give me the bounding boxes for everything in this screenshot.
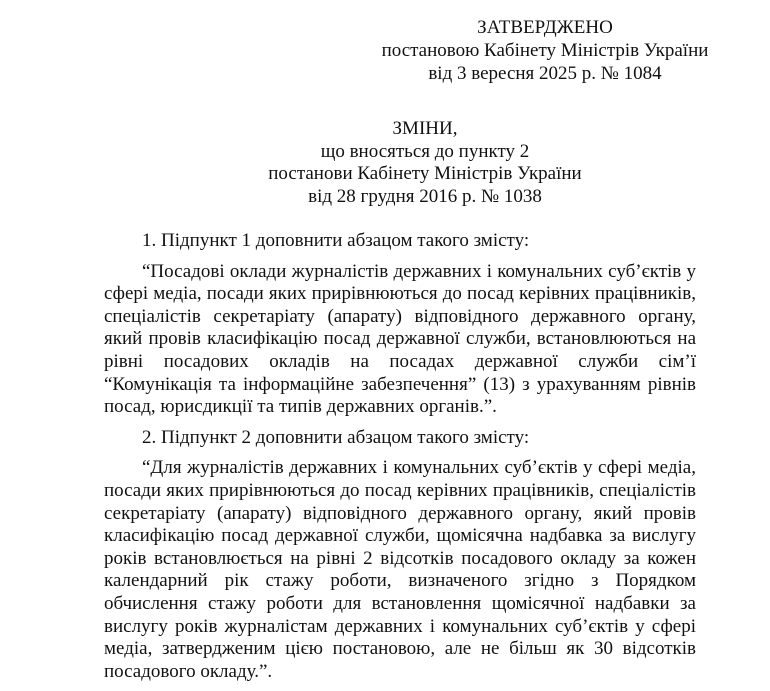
- document-body: [104, 230, 696, 691]
- item-2-text: “Для журналістів державних і комунальних суб’єктів у сфері медіа, посади яких прирівнюються до посад керівних працівників, спеціалістів секретаріату (апарату) відповідного державного органу, який провів класифікацію посад державної служби, щомісячна надбавка за вислугу років встановлюється на рівні 2 відсотків посадового окладу за кожен календарний рік стажу роботи, визначеного згідно з Порядком обчислення стажу роботи для встановлення щомісячної надбавки за вислугу років журналістам державних і комунальних суб’єктів у сфері медіа, затвердженим цією постановою, але не більш як 30 відсотків посадового окладу.”.: [104, 457, 696, 682]
- title-line-3: від 28 грудня 2016 р. № 1038: [308, 185, 542, 207]
- item-2-heading: 2. Підпункт 2 доповнити абзацом такого змісту:: [142, 426, 530, 448]
- title-line-2: постанови Кабінету Міністрів України: [268, 163, 582, 184]
- approval-line-2: від 3 вересня 2025 р. № 1084: [428, 63, 662, 84]
- item-1-heading: 1. Підпункт 1 доповнити абзацом такого змісту:: [142, 230, 530, 251]
- title-line-1: що вносяться до пункту 2: [320, 140, 530, 162]
- item-1-text: “Посадові оклади журналістів державних і комунальних суб’єктів у сфері медіа, посади яких прирівнюються до посад керівних працівників, спеціалістів секретаріату (апарату) відповідного державного органу, який провів класифікацію посад державної служби, встановлюються на рівні посадових окладів на посадах державної служби сім’ї “Комунікація та інформаційне забезпечення” (13) з урахуванням рівнів посад, юрисдикції та типів державних органів.”.: [104, 260, 696, 418]
- document-title: [250, 118, 600, 208]
- approval-stamp: [370, 16, 720, 85]
- approval-line-1: постановою Кабінету Міністрів України: [381, 40, 709, 61]
- title-heading: ЗМІНИ,: [392, 118, 458, 139]
- approval-heading: ЗАТВЕРДЖЕНО: [477, 17, 613, 38]
